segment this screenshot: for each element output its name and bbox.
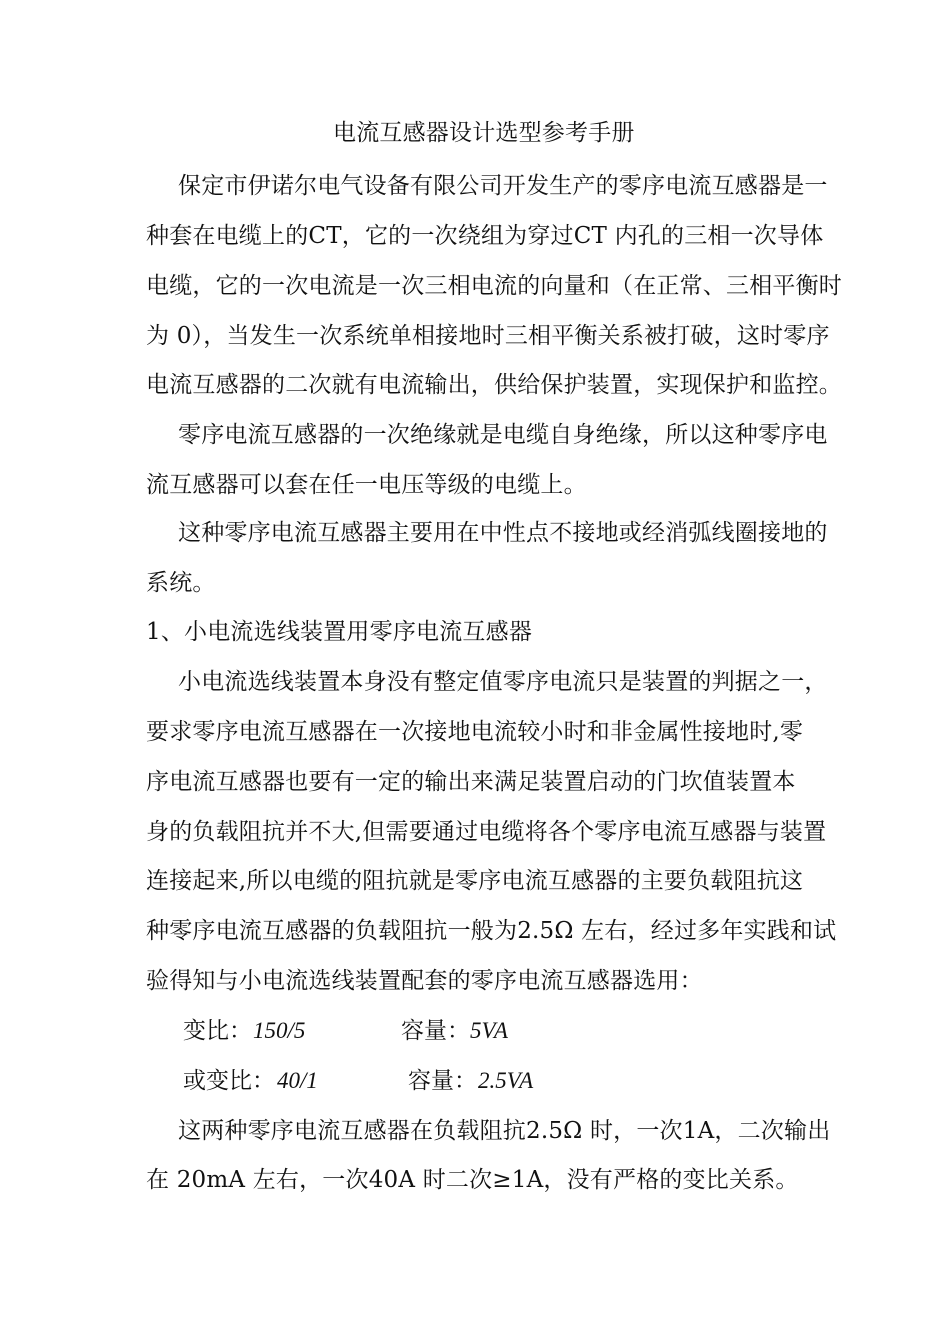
paragraph-line: 这种零序电流互感器主要用在中性点不接地或经消弧线圈接地的 (178, 520, 828, 546)
capacity-value: 2.5VA (478, 1068, 534, 1093)
paragraph-line: 零序电流互感器的一次绝缘就是电缆自身绝缘，所以这种零序电 (178, 422, 828, 448)
paragraph-line: 保定市伊诺尔电气设备有限公司开发生产的零序电流互感器是一 (178, 173, 828, 199)
capacity-label: 容量： (401, 1018, 470, 1044)
paragraph-line: 种套在电缆上的CT，它的一次绕组为穿过CT 内孔的三相一次导体 (146, 223, 824, 249)
paragraph-line: 连接起来,所以电缆的阻抗就是零序电流互感器的主要负载阻抗这 (146, 868, 804, 894)
ratio-value: 40/1 (277, 1068, 318, 1093)
paragraph-line: 身的负载阻抗并不大,但需要通过电缆将各个零序电流互感器与装置 (146, 819, 827, 845)
section-heading: 1、小电流选线装置用零序电流互感器 (146, 619, 533, 645)
paragraph-line: 要求零序电流互感器在一次接地电流较小时和非金属性接地时,零 (146, 719, 804, 745)
paragraph-line: 小电流选线装置本身没有整定值零序电流只是装置的判据之一， (178, 669, 828, 695)
paragraph-line: 这两种零序电流互感器在负载阻抗2.5Ω 时，一次1A，二次输出 (178, 1118, 831, 1144)
capacity-value: 5VA (470, 1018, 508, 1043)
paragraph-line: 电流互感器的二次就有电流输出，供给保护装置，实现保护和监控。 (146, 372, 842, 398)
paragraph-line: 系统。 (146, 570, 216, 596)
paragraph-line: 电缆，它的一次电流是一次三相电流的向量和（在正常、三相平衡时 (146, 273, 842, 299)
paragraph-line: 种零序电流互感器的负载阻抗一般为2.5Ω 左右，经过多年实践和试 (146, 918, 837, 944)
paragraph-line: 在 20mA 左右，一次40A 时二次≥1A，没有严格的变比关系。 (146, 1167, 799, 1193)
capacity-label: 容量： (408, 1068, 477, 1094)
paragraph-line: 序电流互感器也要有一定的输出来满足装置启动的门坎值装置本 (146, 769, 796, 795)
paragraph-line: 流互感器可以套在任一电压等级的电缆上。 (146, 472, 587, 498)
paragraph-line: 验得知与小电流选线装置配套的零序电流互感器选用： (146, 968, 703, 994)
ratio-value: 150/5 (253, 1018, 306, 1043)
paragraph-line: 为 0），当发生一次系统单相接地时三相平衡关系被打破，这时零序 (146, 323, 830, 349)
document-title: 电流互感器设计选型参考手册 (333, 120, 635, 146)
ratio-label: 或变比： (183, 1068, 275, 1094)
ratio-label: 变比： (183, 1018, 252, 1044)
